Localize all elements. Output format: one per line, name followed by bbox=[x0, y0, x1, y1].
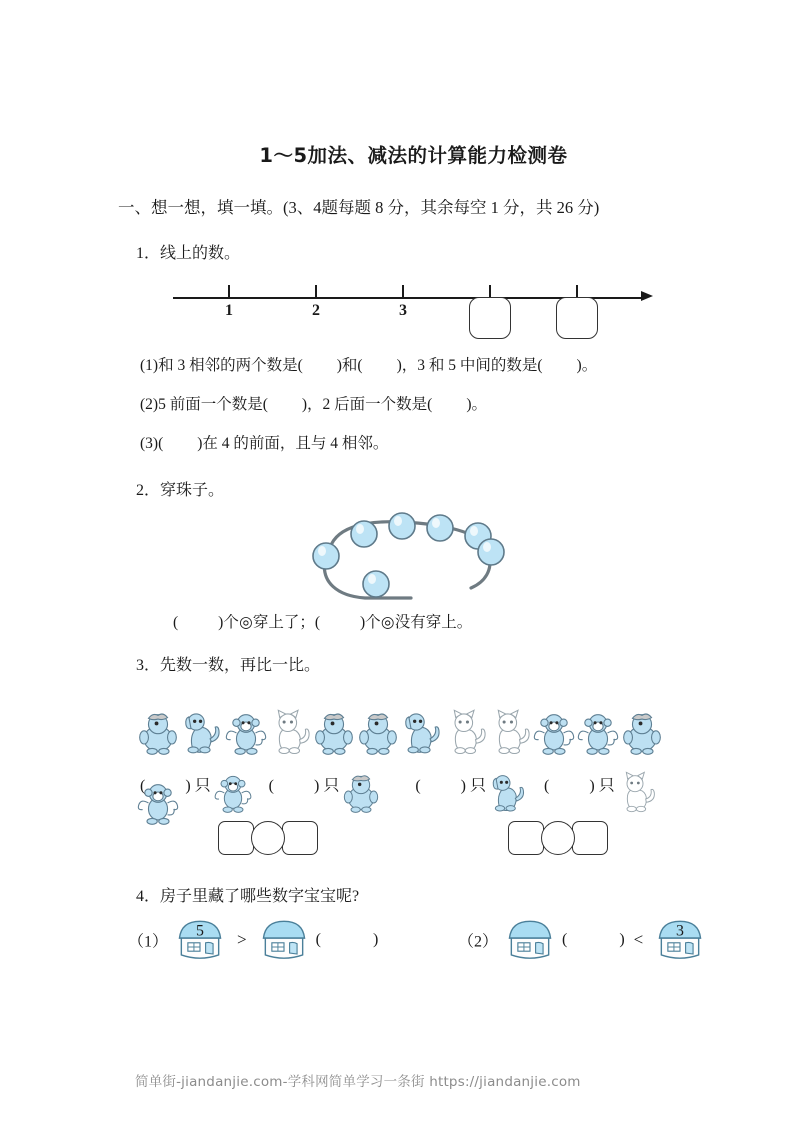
bead-loose bbox=[363, 571, 389, 597]
q1-sub1-text-d: )。 bbox=[576, 357, 598, 374]
beads-illustration bbox=[118, 510, 693, 608]
compare-group-right bbox=[508, 821, 608, 855]
bead-icon: ◎ bbox=[380, 614, 395, 631]
bird-icon bbox=[136, 685, 180, 755]
item-1-blank[interactable] bbox=[316, 931, 379, 949]
question-3-compare-row bbox=[118, 821, 693, 867]
section-heading: 一、想一想，填一填。(3、4题每题 8 分，其余每空 1 分，共 26 分) bbox=[118, 198, 600, 217]
footer-watermark: 简单街-jiandanjie.com-学科网简单学习一条街 https://jiandanjie.com bbox=[135, 1074, 581, 1090]
item-1-open-paren: ( bbox=[315, 931, 321, 948]
number-line bbox=[118, 275, 693, 347]
compare-group-left bbox=[218, 821, 318, 855]
item-1-label: （1） bbox=[128, 933, 169, 951]
q1-sub1-text-c: )，3 和 5 中间的数是( bbox=[396, 357, 543, 374]
bead bbox=[389, 513, 415, 539]
q1-sub1-text-b: )和( bbox=[336, 357, 363, 374]
svg-text:3: 3 bbox=[676, 922, 685, 940]
bead bbox=[427, 515, 453, 541]
bead bbox=[351, 521, 377, 547]
item-2-open-paren: ( bbox=[562, 931, 568, 948]
bird-icon bbox=[312, 685, 356, 755]
number-line-tick bbox=[402, 285, 404, 298]
monkey-icon bbox=[224, 685, 268, 755]
number-line-answer-box-5[interactable] bbox=[556, 297, 598, 339]
house-icon-blank bbox=[256, 912, 312, 968]
bead bbox=[478, 539, 504, 565]
q2-text-b: )个 bbox=[218, 614, 239, 631]
cat-icon bbox=[617, 761, 657, 813]
operator-less-than: < bbox=[633, 930, 644, 949]
monkey-icon bbox=[576, 685, 620, 755]
question-2-answer-line bbox=[118, 610, 693, 632]
number-line-label-3: 3 bbox=[399, 302, 407, 319]
bead bbox=[313, 543, 339, 569]
count-open-paren: ( bbox=[415, 777, 421, 795]
question-4-row bbox=[118, 912, 693, 974]
question-1-heading: 1．线上的数。 bbox=[136, 245, 241, 262]
q2-text-a: ( bbox=[173, 614, 179, 631]
dog-icon bbox=[488, 761, 528, 813]
bird-icon bbox=[620, 685, 664, 755]
count-close-label: ) 只 bbox=[589, 777, 615, 795]
q2-text-c: 穿上了；( bbox=[252, 614, 321, 631]
house-icon-with-5 bbox=[172, 912, 228, 968]
bird-icon bbox=[356, 685, 400, 755]
question-2-heading: 2．穿珠子。 bbox=[136, 482, 225, 499]
compare-box-left[interactable] bbox=[218, 821, 254, 855]
q1-sub2-text-b: )，2 后面一个数是( bbox=[301, 396, 433, 413]
beads-svg bbox=[293, 510, 523, 605]
question-4-heading: 4．房子里藏了哪些数字宝宝呢? bbox=[136, 888, 360, 905]
page-title: 1～5加法、减法的计算能力检测卷 bbox=[259, 144, 568, 167]
number-line-label-1: 1 bbox=[225, 302, 233, 319]
monkey-icon bbox=[532, 685, 576, 755]
item-2-blank[interactable] bbox=[562, 931, 625, 949]
count-item-cat bbox=[544, 761, 659, 813]
count-close-label: ) 只 bbox=[460, 777, 487, 795]
cat-icon bbox=[488, 685, 532, 755]
number-line-tick bbox=[228, 285, 230, 298]
number-line-label-2: 2 bbox=[312, 302, 320, 319]
q2-text-d: )个 bbox=[360, 614, 381, 631]
animal-sequence-row bbox=[118, 685, 693, 759]
q2-text-e: 没有穿上。 bbox=[394, 614, 473, 631]
q1-sub3-text-b: )在 4 的前面，且与 4 相邻。 bbox=[197, 435, 389, 452]
bead-icon: ◎ bbox=[239, 614, 253, 631]
number-line-tick bbox=[315, 285, 317, 298]
count-open-paren: ( bbox=[268, 777, 274, 795]
count-item-monkey bbox=[140, 761, 255, 813]
operator-greater-than: > bbox=[237, 930, 247, 949]
item-2-close-paren: ) bbox=[619, 931, 625, 948]
compare-box-right[interactable] bbox=[282, 821, 318, 855]
question-4-item-1 bbox=[128, 912, 378, 968]
cat-icon bbox=[268, 685, 312, 755]
count-open-paren: ( bbox=[544, 777, 550, 795]
bird-icon bbox=[341, 761, 381, 813]
question-1-sub-2 bbox=[118, 392, 693, 414]
question-1-sub-1 bbox=[118, 353, 693, 375]
question-1-sub-3 bbox=[118, 431, 693, 453]
count-item-dog bbox=[415, 761, 530, 813]
svg-text:5: 5 bbox=[196, 922, 204, 940]
worksheet-content bbox=[118, 140, 693, 974]
count-item-bird bbox=[269, 761, 384, 813]
compare-box-right[interactable] bbox=[572, 821, 608, 855]
count-close-label: ) 只 bbox=[185, 777, 211, 795]
item-1-close-paren: ) bbox=[372, 931, 379, 948]
question-3-heading: 3．先数一数，再比一比。 bbox=[136, 657, 321, 674]
q1-sub1-text-a: (1)和 3 相邻的两个数是( bbox=[140, 357, 303, 374]
number-line-answer-box-4[interactable] bbox=[469, 297, 511, 339]
house-icon-with-3 bbox=[652, 912, 708, 968]
number-line-arrow-icon bbox=[641, 291, 653, 301]
compare-box-left[interactable] bbox=[508, 821, 544, 855]
count-open-paren: ( bbox=[140, 777, 146, 795]
item-2-label: （2） bbox=[458, 933, 499, 951]
dog-icon bbox=[400, 685, 444, 755]
q1-sub2-text-c: )。 bbox=[466, 396, 487, 413]
question-3-count-row bbox=[118, 761, 693, 817]
cat-icon bbox=[444, 685, 488, 755]
compare-circle-operator[interactable] bbox=[541, 821, 575, 855]
count-close-label: ) 只 bbox=[314, 777, 340, 795]
dog-icon bbox=[180, 685, 224, 755]
q1-sub3-text-a: (3)( bbox=[140, 435, 164, 452]
compare-circle-operator[interactable] bbox=[251, 821, 285, 855]
question-4-item-2 bbox=[458, 912, 708, 968]
q1-sub2-text-a: (2)5 前面一个数是( bbox=[140, 396, 268, 413]
house-icon-blank bbox=[502, 912, 558, 968]
monkey-icon bbox=[213, 761, 253, 813]
